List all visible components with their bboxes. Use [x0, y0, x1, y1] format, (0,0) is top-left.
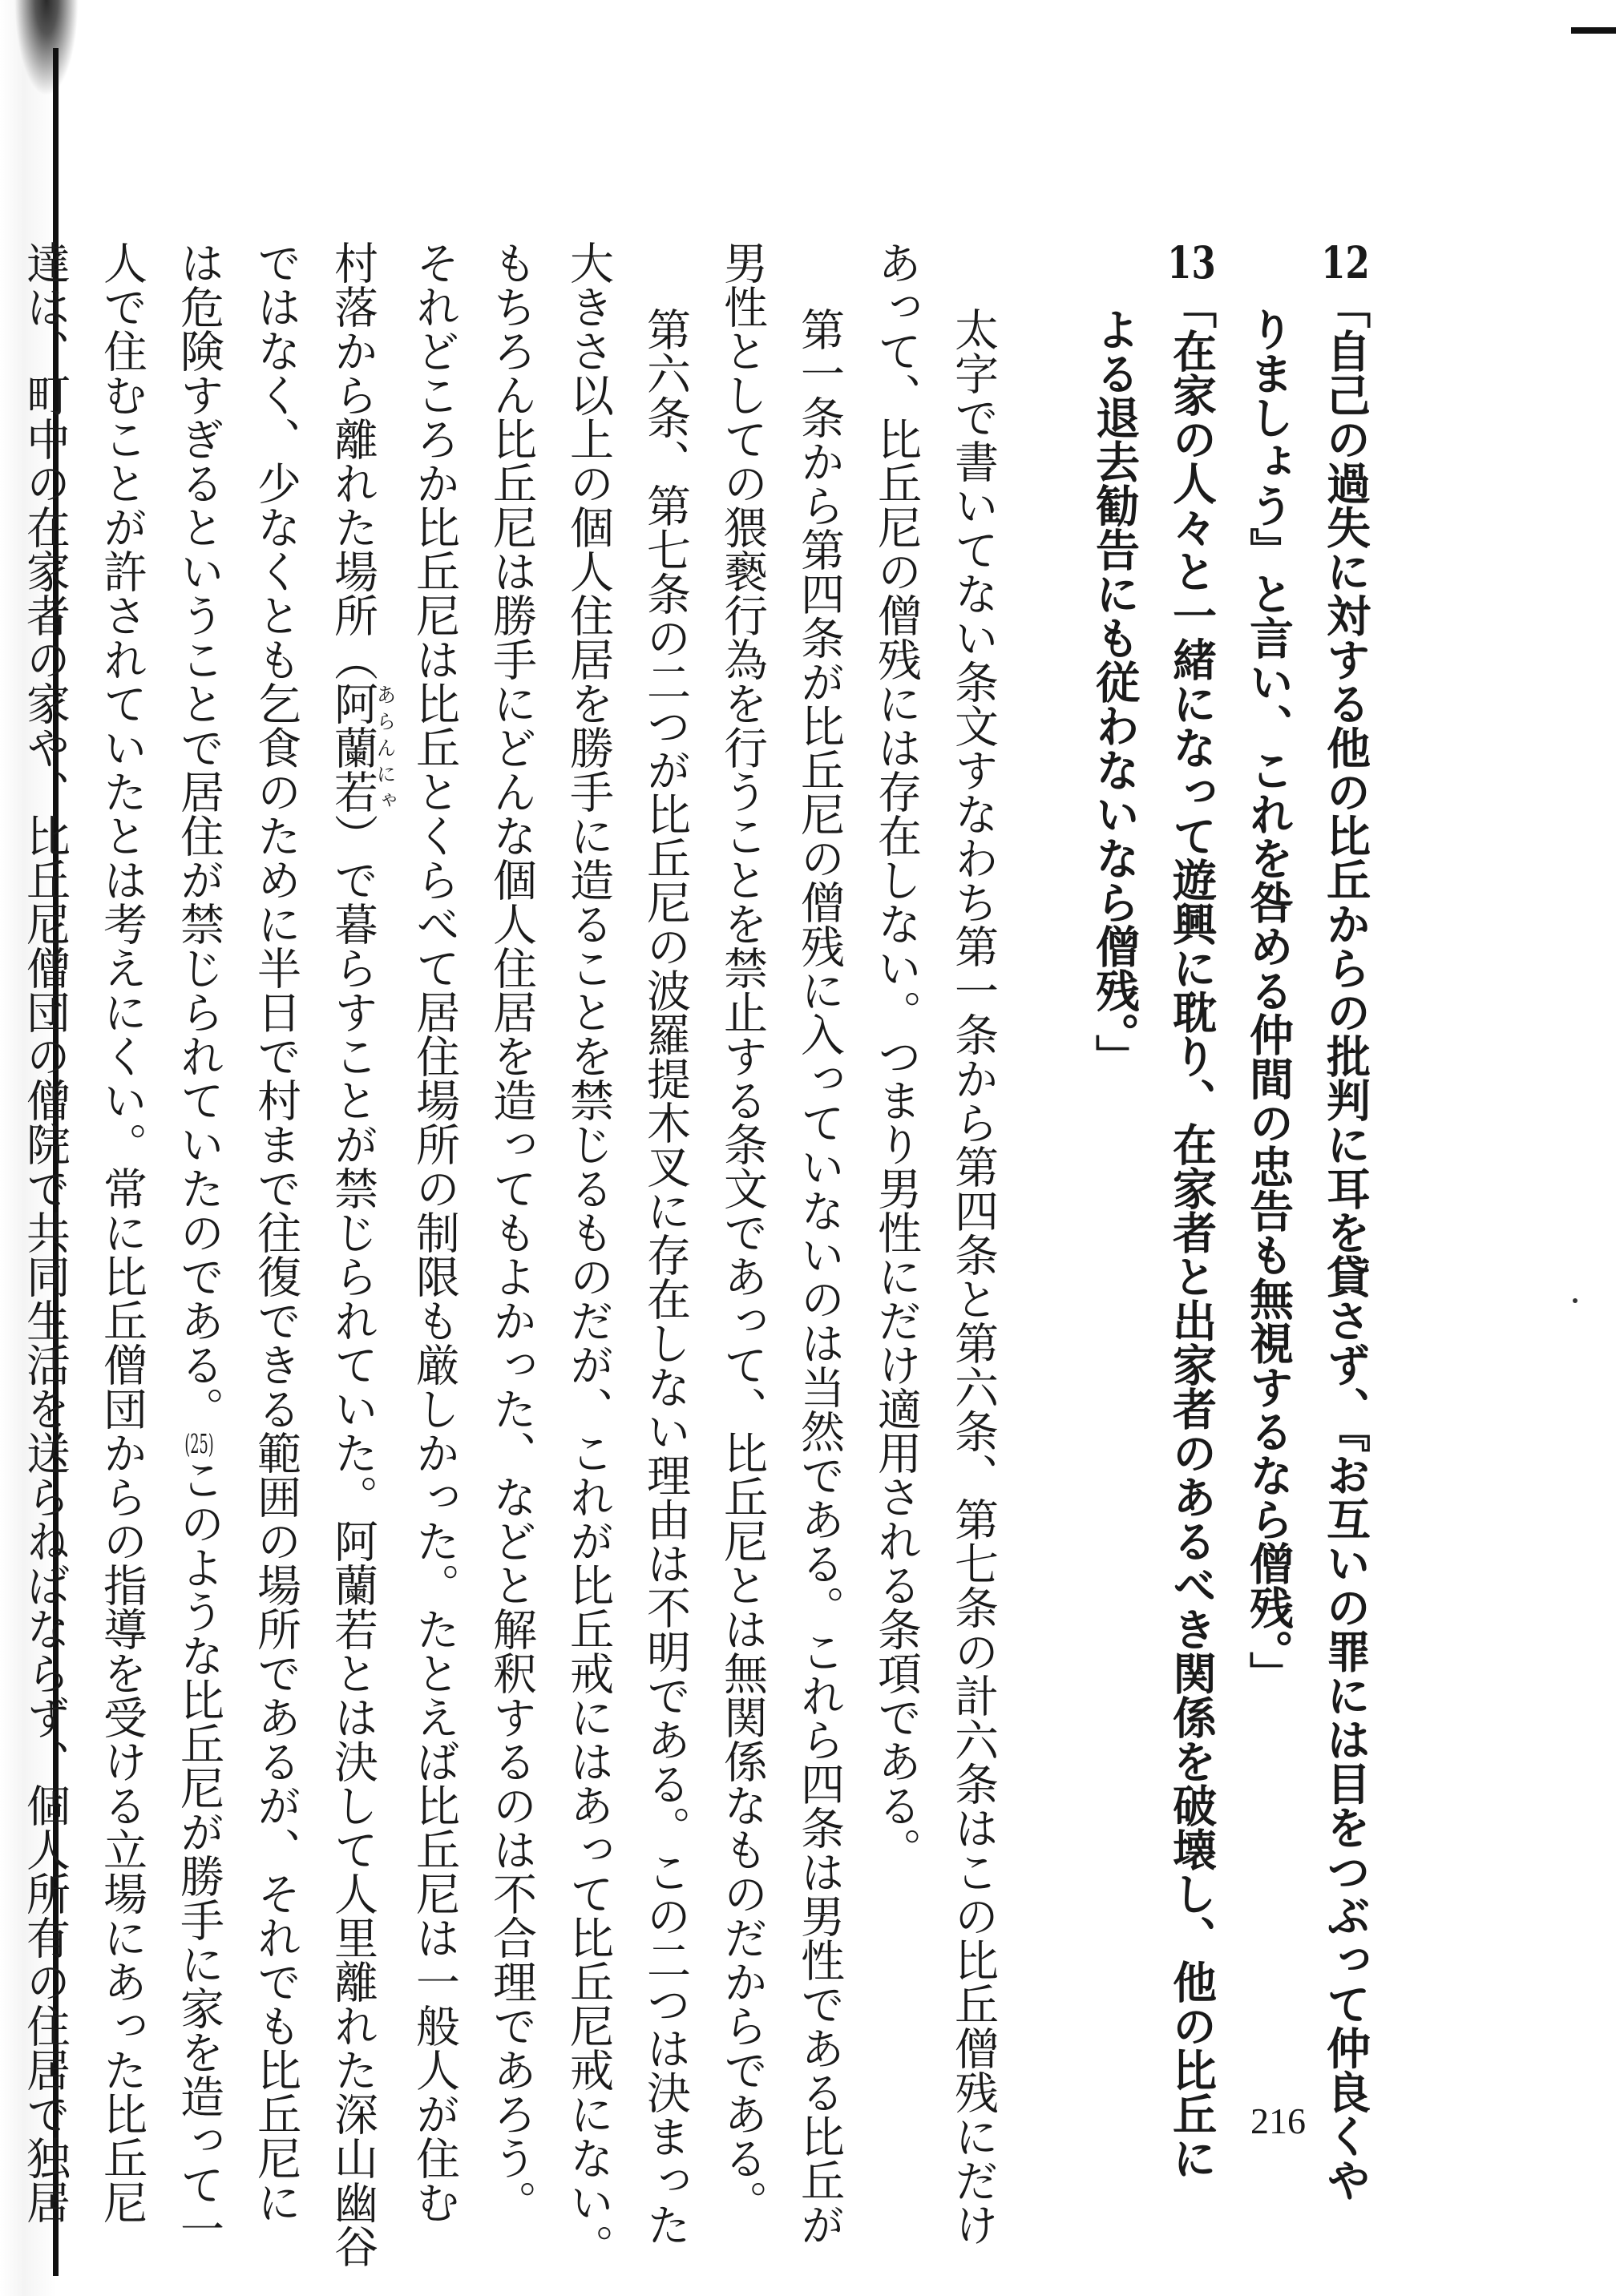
- rule-12-number: 12: [1321, 240, 1370, 284]
- body-line-7: もちろん比丘尼は勝手にどんな個人住居を造ってもよかった、などと解釈するのは不合理であろう。: [486, 240, 537, 2224]
- body-line-5: 第六条、第七条の二つが比丘尼の波羅提木叉に存在しない理由は不明である。この二つは決まった: [640, 306, 691, 2246]
- body-line-6: 大きさ以上の個人住居を勝手に造ることを禁じるものだが、これが比丘戒にはあって比丘尼戒にない。: [563, 240, 614, 2268]
- body-line-8: それどころか比丘尼は比丘とくらべて居住場所の制限も厳しかった。たとえば比丘尼は一般人が住む: [409, 240, 460, 2224]
- page-number: 216: [1250, 2100, 1306, 2141]
- rule-12-line-2: りましょう』と言い、これを咎める仲間の忠告も無視するなら僧残。」: [1242, 306, 1295, 1695]
- body-line-1: 太字で書いてない条文すなわち第一条から第四条と第六条、第七条の計六条はこの比丘僧残にだけ: [947, 306, 999, 2246]
- rule-13-text: 「在家の人々と一緒になって遊興に耽り、在家者と出家者のあるべき関係を破壊し、他の比丘に: [1165, 284, 1218, 2180]
- aranya-reading: あらんにゃ: [374, 681, 398, 813]
- body-line-11-before: は危険すぎるということで居住が禁じられていたのである。: [173, 240, 224, 1430]
- body-line-11: [160, 240, 237, 2250]
- scan-speck: [1573, 1298, 1578, 1303]
- body-line-4: 男性としての猥褻行為を行うことを禁止する条文であって、比丘尼とは無関係なものだからである。: [717, 240, 768, 2224]
- body-line-11-after: このような比丘尼が勝手に家を造って一: [173, 1457, 224, 2250]
- rule-12-text: 「自己の過失に対する他の比丘からの批判に耳を貸さず、『お互いの罪には目をつぶって仲良くや: [1319, 284, 1372, 2202]
- corner-mark: [1571, 27, 1616, 34]
- body-line-13: 達は、町中の在家者の家や、比丘尼僧団の僧院で共同生活を送らねばならず、個人所有の住居で独居: [19, 240, 71, 2224]
- body-line-9-after: ）で暮らすことが禁じられていた。阿蘭若とは決して人里離れた深山幽谷: [327, 813, 378, 2268]
- aranya-base: 阿蘭若: [327, 681, 378, 813]
- body-line-9-before: 村落から離れた場所（: [327, 240, 378, 681]
- body-line-12: 人で住むことが許されていたとは考えにくい。常に比丘僧団からの指導を受ける立場にあった比丘尼: [96, 240, 147, 2224]
- body-line-2: あって、比丘尼の僧残には存在しない。つまり男性にだけ適用される条項である。: [871, 240, 922, 1871]
- body-line-9: [314, 240, 398, 2268]
- aranya-ruby: [327, 681, 398, 813]
- body-line-10: ではなく、少なくとも乞食のために半日で村まで往復できる範囲の場所であるが、それでも比丘尼に: [250, 240, 301, 2224]
- rule-13-number: 13: [1167, 240, 1216, 284]
- rule-12-line-1: [1307, 240, 1384, 2202]
- note-reference-25[interactable]: (25): [184, 1430, 214, 1457]
- body-line-3: 第一条から第四条が比丘尼の僧残に入っていないのは当然である。これら四条は男性である比丘が: [794, 306, 845, 2246]
- rule-13-line-2: よる退去勧告にも従わないなら僧残。」: [1089, 306, 1141, 1078]
- binding-flare: [14, 0, 79, 96]
- rule-13-line-1: [1153, 240, 1230, 2180]
